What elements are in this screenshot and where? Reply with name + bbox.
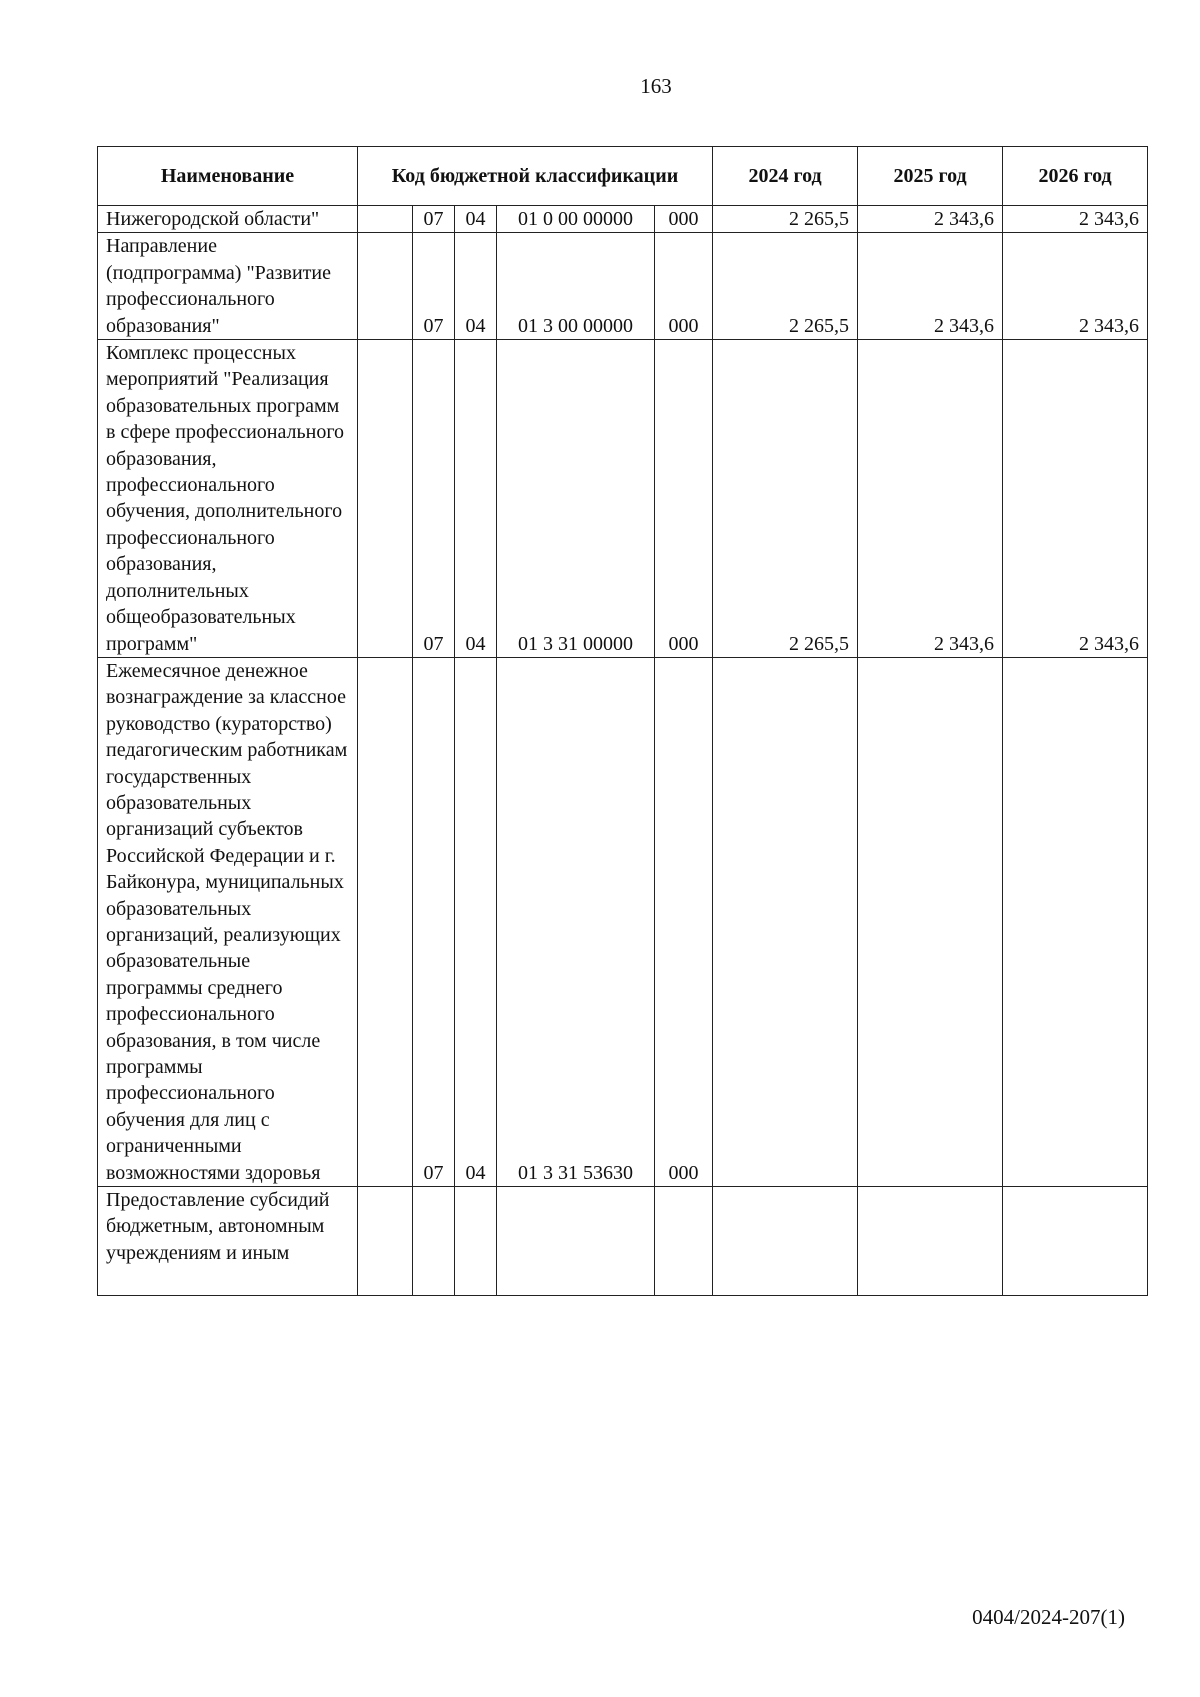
code-section (358, 233, 413, 340)
value-2026 (1003, 657, 1148, 1186)
code-podrazdel: 04 (455, 206, 497, 233)
code-podrazdel: 04 (455, 340, 497, 658)
code-razdel: 07 (413, 233, 455, 340)
value-2024: 2 265,5 (713, 233, 858, 340)
budget-table (97, 146, 1148, 1296)
code-section (358, 340, 413, 658)
code-target (497, 1187, 655, 1296)
table-row (98, 233, 1148, 340)
row-name: Комплекс процессных мероприятий "Реализация образовательных программ в сфере профессионального образования, профессионального обучения, дополнительного профессионального образования, дополнительных общеобразовательных программ" (98, 340, 358, 658)
page-number: 163 (640, 74, 672, 98)
code-razdel: 07 (413, 657, 455, 1186)
code-razdel: 07 (413, 206, 455, 233)
code-target: 01 3 31 00000 (497, 340, 655, 658)
row-name: Направление (подпрограмма) "Развитие профессионального образования" (98, 233, 358, 340)
row-name: Нижегородской области" (98, 206, 358, 233)
code-expense-type: 000 (655, 233, 713, 340)
value-2025 (858, 1187, 1003, 1296)
code-podrazdel: 04 (455, 657, 497, 1186)
table-header-row (98, 147, 1148, 206)
header-2024: 2024 год (713, 147, 858, 206)
value-2024 (713, 1187, 858, 1296)
value-2025 (858, 657, 1003, 1186)
code-expense-type (655, 1187, 713, 1296)
value-2026: 2 343,6 (1003, 233, 1148, 340)
code-razdel (413, 1187, 455, 1296)
header-name: Наименование (98, 147, 358, 206)
value-2026: 2 343,6 (1003, 340, 1148, 658)
code-target: 01 3 00 00000 (497, 233, 655, 340)
value-2025: 2 343,6 (858, 340, 1003, 658)
document-reference: 0404/2024-207(1) (972, 1605, 1125, 1629)
row-name: Предоставление субсидий бюджетным, автономным учреждениям и иным (98, 1187, 358, 1296)
value-2024: 2 265,5 (713, 206, 858, 233)
table-row (98, 1187, 1148, 1296)
row-name: Ежемесячное денежное вознаграждение за классное руководство (кураторство) педагогическим работникам государственных образовательных организаций субъектов Российской Федерации и г. Байконура, муниципальных образовательных организаций, реализующих образовательные программы среднего профессионального образования, в том числе программы профессионального обучения для лиц с ограниченными возможностями здоровья (98, 657, 358, 1186)
value-2024: 2 265,5 (713, 340, 858, 658)
table-row (98, 657, 1148, 1186)
value-2026 (1003, 1187, 1148, 1296)
value-2026: 2 343,6 (1003, 206, 1148, 233)
table-row (98, 206, 1148, 233)
code-expense-type: 000 (655, 206, 713, 233)
code-section (358, 1187, 413, 1296)
code-expense-type: 000 (655, 340, 713, 658)
value-2024 (713, 657, 858, 1186)
code-target: 01 0 00 00000 (497, 206, 655, 233)
code-podrazdel: 04 (455, 233, 497, 340)
header-code: Код бюджетной классификации (358, 147, 713, 206)
header-2026: 2026 год (1003, 147, 1148, 206)
code-podrazdel (455, 1187, 497, 1296)
table-row (98, 340, 1148, 658)
code-section (358, 206, 413, 233)
header-2025: 2025 год (858, 147, 1003, 206)
code-razdel: 07 (413, 340, 455, 658)
code-expense-type: 000 (655, 657, 713, 1186)
code-section (358, 657, 413, 1186)
code-target: 01 3 31 53630 (497, 657, 655, 1186)
value-2025: 2 343,6 (858, 206, 1003, 233)
value-2025: 2 343,6 (858, 233, 1003, 340)
